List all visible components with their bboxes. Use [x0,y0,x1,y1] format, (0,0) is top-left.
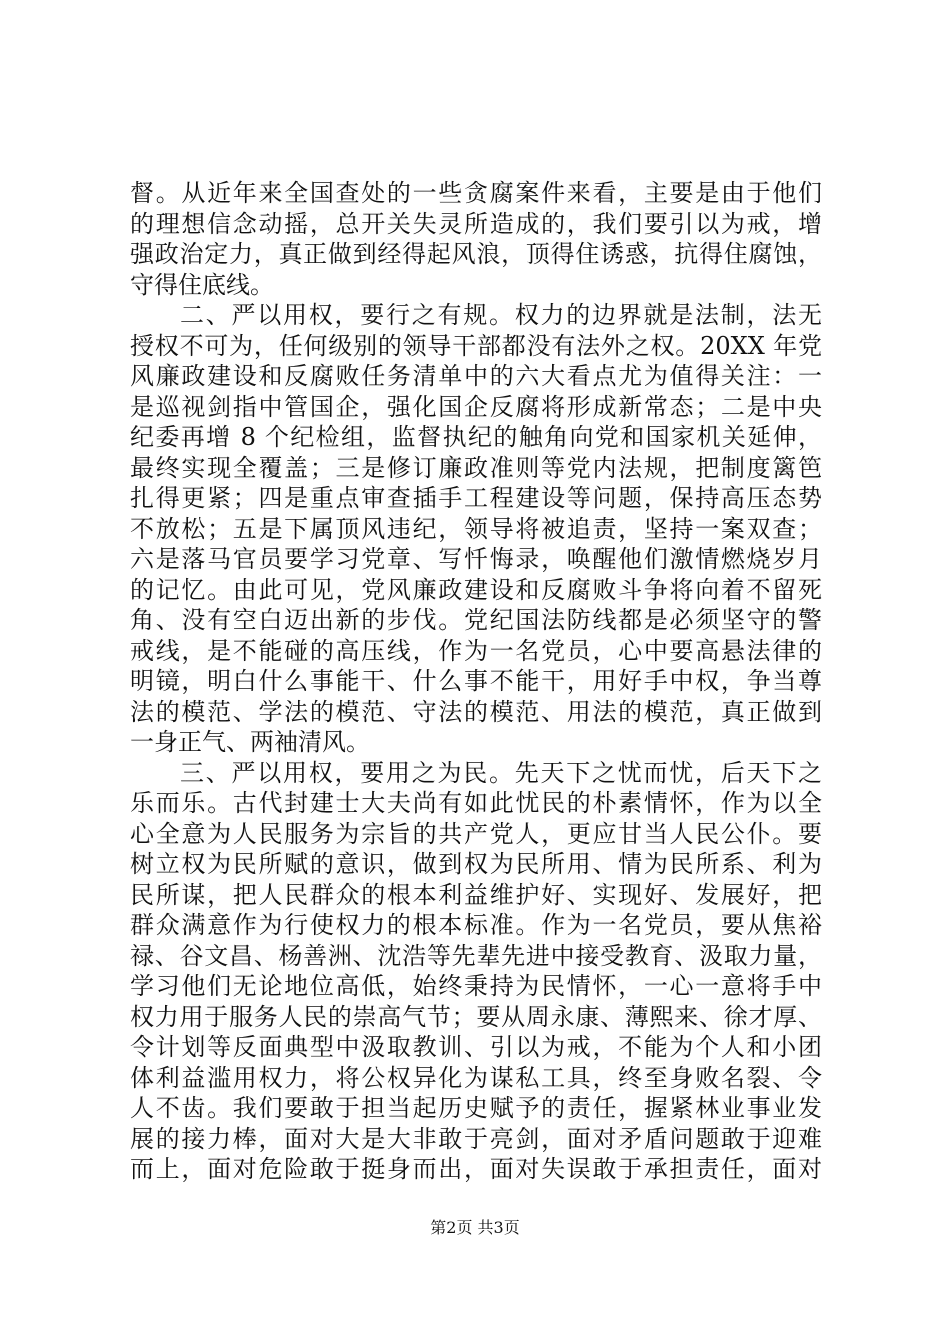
text-line: 的理想信念动摇，总开关失灵所造成的，我们要引以为戒，增 [130,209,822,238]
text-line: 角、没有空白迈出新的步伐。党纪国法防线都是必须坚守的警 [130,606,822,634]
text-line: 不放松；五是下属顶风违纪，领导将被追责，坚持一案双查； [130,514,822,543]
text-line: 六是落马官员要学习党章、写忏悔录，唤醒他们激情燃烧岁月 [130,545,822,573]
paragraph-3 [130,758,822,1185]
text-line: 禄、谷文昌、杨善洲、沈浩等先辈先进中接受教育、汲取力量， [130,941,822,970]
text-line: 授权不可为，任何级别的领导干部都没有法外之权。20XX 年党 [130,331,822,360]
text-line: 扎得更紧；四是重点审查插手工程建设等问题，保持高压态势 [130,484,822,512]
text-line: 戒线，是不能碰的高压线，作为一名党员，心中要高悬法律的 [130,636,822,665]
text-line: 令计划等反面典型中汲取教训、引以为戒，不能为个人和小团 [130,1033,822,1061]
text-line: 学习他们无论地位高低，始终秉持为民情怀，一心一意将手中 [130,972,822,1000]
text-line: 权力用于服务人民的崇高气节；要从周永康、薄熙来、徐才厚、 [130,1002,822,1031]
text-line: 心全意为人民服务为宗旨的共产党人，更应甘当人民公仆。要 [130,819,822,848]
text-line: 展的接力棒，面对大是大非敢于亮剑，面对矛盾问题敢于迎难 [130,1124,822,1153]
text-line: 而上，面对危险敢于挺身而出，面对失误敢于承担责任，面对 [130,1155,822,1183]
text-line: 明镜，明白什么事能干、什么事不能干，用好手中权，争当尊 [130,667,822,695]
text-line: 人不齿。我们要敢于担当起历史赋予的责任，握紧林业事业发 [130,1094,822,1122]
text-line: 督。从近年来全国查处的一些贪腐案件来看，主要是由于他们 [130,179,822,207]
text-line: 最终实现全覆盖；三是修订廉政准则等党内法规，把制度篱笆 [130,453,822,482]
text-line: 强政治定力，真正做到经得起风浪，顶得住诱惑，抗得住腐蚀， [130,240,822,268]
text-line: 体利益滥用权力，将公权异化为谋私工具，终至身败名裂、令 [130,1063,822,1092]
text-line: 纪委再增 8 个纪检组，监督执纪的触角向党和国家机关延伸， [130,423,822,451]
text-line: 一身正气、两袖清风。 [130,728,370,756]
text-line: 乐而乐。古代封建士大夫尚有如此忧民的朴素情怀，作为以全 [130,789,822,817]
text-line: 法的模范、学法的模范、守法的模范、用法的模范，真正做到 [130,697,822,726]
text-line: 风廉政建设和反腐败任务清单中的六大看点尤为值得关注：一 [130,362,822,390]
text-line: 是巡视剑指中管国企，强化国企反腐将形成新常态；二是中央 [130,392,822,421]
text-line: 群众满意作为行使权力的根本标准。作为一名党员，要从焦裕 [130,911,822,939]
page-number-footer: 第2页 共3页 [430,1218,520,1237]
text-line: 树立权为民所赋的意识，做到权为民所用、情为民所系、利为 [130,850,822,878]
paragraph-1 [130,178,822,300]
text-line: 守得住底线。 [130,270,274,299]
text-line: 二、严以用权，要行之有规。权力的边界就是法制，法无 [180,301,822,329]
text-line: 的记忆。由此可见，党风廉政建设和反腐败斗争将向着不留死 [130,575,822,604]
paragraph-2 [130,300,822,758]
text-line: 民所谋，把人民群众的根本利益维护好、实现好、发展好，把 [130,880,822,909]
body-text [130,178,822,1185]
text-line: 三、严以用权，要用之为民。先天下之忧而忧，后天下之 [180,758,822,787]
